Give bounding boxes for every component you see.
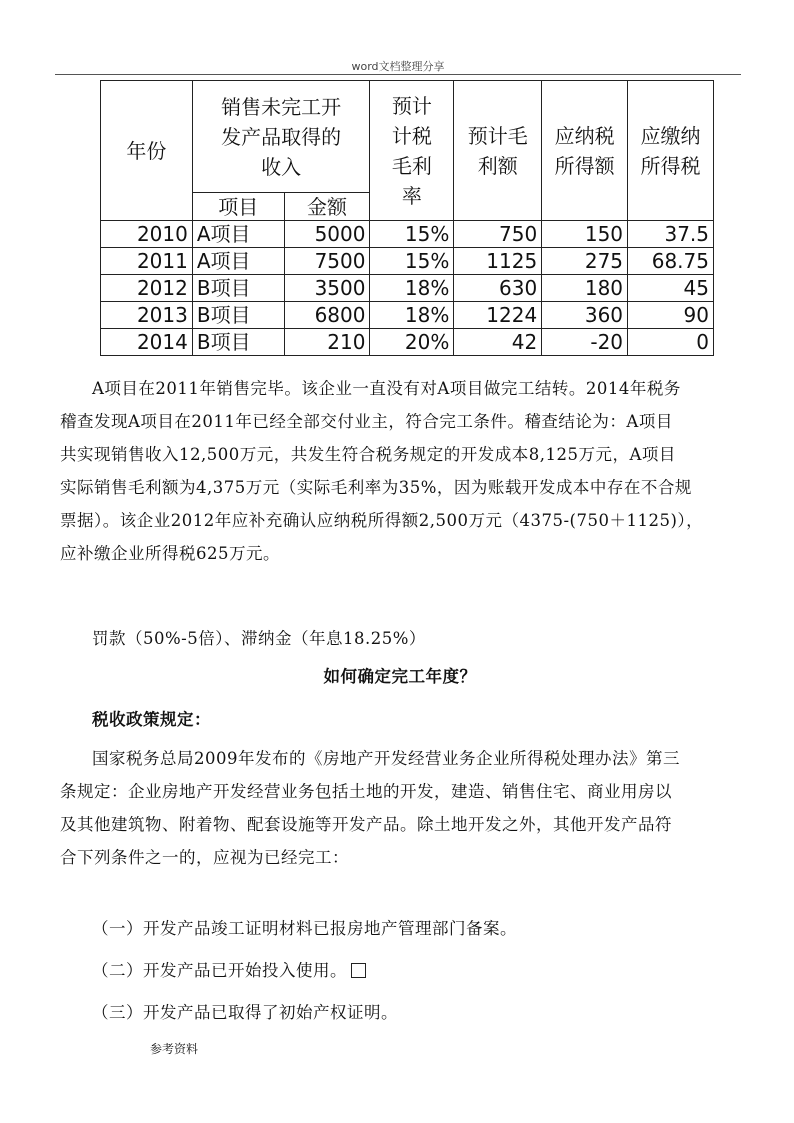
paragraph-penalty: [60, 622, 740, 655]
text-line: 罚款（50%-5倍）、滞纳金（年息18.25%）: [92, 629, 426, 648]
cell-year: 2012: [101, 275, 193, 302]
table-row: [101, 248, 714, 275]
header-gross-line: 利额: [477, 153, 518, 178]
cell-year: 2010: [101, 221, 193, 248]
cell-taxable: 180: [542, 275, 628, 302]
cell-rate: 15%: [370, 221, 454, 248]
cell-amount: 3500: [284, 275, 370, 302]
cell-year: 2013: [101, 302, 193, 329]
cell-project: A项目: [192, 248, 284, 275]
header-rate-line: 预计: [391, 93, 432, 118]
subheader-amount: 金额: [284, 193, 370, 221]
header-divider: [55, 74, 741, 75]
section-heading: [60, 660, 740, 693]
text-line: 及其他建筑物、附着物、配套设施等开发产品。除土地开发之外，其他开发产品符: [60, 815, 672, 834]
page-header: word文档整理分享: [351, 60, 445, 73]
paragraph-project-a: [60, 372, 740, 570]
cell-amount: 7500: [284, 248, 370, 275]
header-income-line: 销售未完工开: [221, 94, 342, 119]
header-gross: [454, 81, 542, 221]
cell-amount: 210: [284, 329, 370, 356]
cell-gross: 630: [454, 275, 542, 302]
subheader-project: 项目: [192, 193, 284, 221]
cell-tax: 37.5: [628, 221, 714, 248]
header-tax-line: 应缴纳: [640, 123, 701, 148]
header-gross-line: 预计毛: [467, 123, 528, 148]
condition-item: [60, 954, 740, 987]
text-line: A项目在2011年销售完毕。该企业一直没有对A项目做完工结转。2014年税务: [92, 379, 681, 398]
condition-item: （三）开发产品已取得了初始产权证明。: [92, 1003, 398, 1022]
policy-subheading: [60, 703, 740, 736]
table-row: [101, 275, 714, 302]
header-taxable: [542, 81, 628, 221]
cell-rate: 18%: [370, 275, 454, 302]
header-rate: [370, 81, 454, 221]
cell-taxable: 275: [542, 248, 628, 275]
header-income-line: 发产品取得的: [221, 124, 342, 149]
header-rate-line: 计税: [391, 123, 432, 148]
header-year: 年份: [101, 81, 193, 221]
cell-amount: 6800: [284, 302, 370, 329]
tax-table: [100, 80, 714, 356]
header-rate-line: 毛利: [391, 153, 432, 178]
cell-tax: 68.75: [628, 248, 714, 275]
cell-year: 2014: [101, 329, 193, 356]
heading-text: 如何确定完工年度？: [323, 667, 477, 686]
cell-gross: 1125: [454, 248, 542, 275]
cell-tax: 45: [628, 275, 714, 302]
header-income: [192, 81, 370, 193]
cell-gross: 750: [454, 221, 542, 248]
cell-taxable: 360: [542, 302, 628, 329]
cell-project: B项目: [192, 302, 284, 329]
text-line: 应补缴企业所得税625万元。: [60, 544, 280, 563]
text-line: 共实现销售收入12,500万元，共发生符合税务规定的开发成本8,125万元，A项目: [60, 445, 676, 464]
header-income-line: 收入: [261, 154, 302, 179]
cell-project: B项目: [192, 275, 284, 302]
header-rate-line: 率: [401, 183, 422, 208]
table-row: [101, 329, 714, 356]
text-line: 国家税务总局2009年发布的《房地产开发经营业务企业所得税处理办法》第三: [92, 749, 680, 768]
text-line: 合下列条件之一的，应视为已经完工：: [60, 848, 349, 867]
header-tax: [628, 81, 714, 221]
subheading-text: 税收政策规定：: [92, 710, 211, 729]
text-line: 稽查发现A项目在2011年已经全部交付业主，符合完工条件。稽查结论为：A项目: [60, 412, 673, 431]
text-line: 条规定：企业房地产开发经营业务包括土地的开发，建造、销售住宅、商业用房以: [60, 782, 672, 801]
condition-item: （一）开发产品竣工证明材料已报房地产管理部门备案。: [92, 919, 517, 938]
page-footer: 参考资料: [150, 1042, 199, 1056]
paragraph-policy: [60, 742, 740, 874]
text-line: 票据）。该企业2012年应补充确认应纳税所得额2,500万元（4375-(750＋1125)），: [60, 511, 704, 530]
condition-list: [60, 912, 740, 1029]
cell-rate: 15%: [370, 248, 454, 275]
condition-item-text: （二）开发产品已开始投入使用。: [92, 961, 347, 980]
cell-rate: 18%: [370, 302, 454, 329]
header-taxable-line: 所得额: [554, 153, 615, 178]
cell-rate: 20%: [370, 329, 454, 356]
cell-amount: 5000: [284, 221, 370, 248]
cell-project: A项目: [192, 221, 284, 248]
cell-gross: 42: [454, 329, 542, 356]
cell-tax: 90: [628, 302, 714, 329]
table-row: [101, 302, 714, 329]
cell-year: 2011: [101, 248, 193, 275]
checkbox-icon[interactable]: [351, 963, 366, 978]
cell-taxable: -20: [542, 329, 628, 356]
cell-tax: 0: [628, 329, 714, 356]
header-taxable-line: 应纳税: [554, 123, 615, 148]
header-tax-line: 所得税: [640, 153, 701, 178]
cell-taxable: 150: [542, 221, 628, 248]
text-line: 实际销售毛利额为4,375万元（实际毛利率为35%，因为账载开发成本中存在不合规: [60, 478, 692, 497]
cell-project: B项目: [192, 329, 284, 356]
table-row: [101, 221, 714, 248]
cell-gross: 1224: [454, 302, 542, 329]
